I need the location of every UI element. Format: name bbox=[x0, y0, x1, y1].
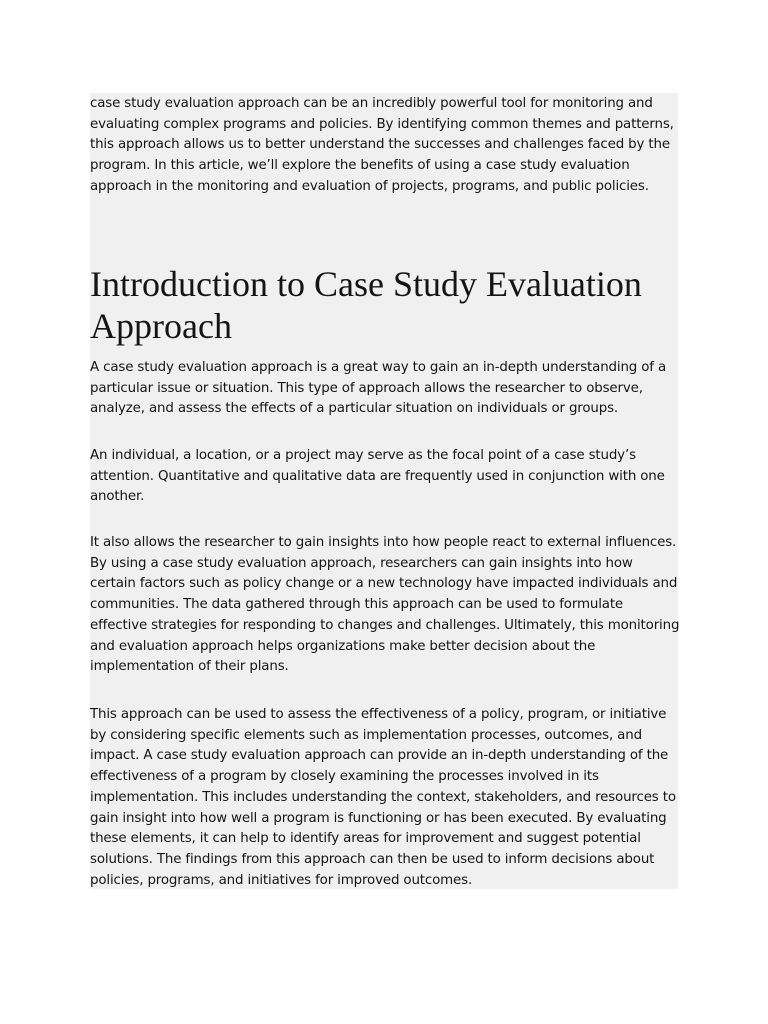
body-paragraph-1: A case study evaluation approach is a great way to gain an in-depth understanding of a particular issue or situation. This type of approach allows the researcher to observe, analyze, and assess the effects of a particular situation on individuals or groups. bbox=[90, 360, 667, 417]
body-paragraph-2: An individual, a location, or a project may serve as the focal point of a case study’s attention. Quantitative and qualitative data are frequently used in conjunction with one another. bbox=[90, 448, 665, 505]
body-paragraph-4: This approach can be used to assess the effectiveness of a policy, program, or initiative by considering specific elements such as implementation processes, outcomes, and impact. A case study evaluation approach can provide an in-depth understanding of the effectiveness of a program by closely examining the processes involved in its implementation. This includes understanding the context, stakeholders, and resources to gain insight into how well a program is functioning or has been executed. By evaluating these elements, it can help to identify areas for improvement and suggest potential solutions. The findings from this approach can then be used to inform decisions about policies, programs, and initiatives for improved outcomes. bbox=[90, 707, 676, 888]
body-paragraph-3: It also allows the researcher to gain insights into how people react to external influences. By using a case study evaluation approach, researchers can gain insights into how certain factors such as policy change or a new technology have impacted individuals and communities. The data gathered through this approach can be used to formulate effective strategies for responding to changes and challenges. Ultimately, this monitoring and evaluation approach helps organizations make better decision about the implementation of their plans. bbox=[90, 535, 680, 675]
section-heading: Introduction to Case Study Evaluation Approach bbox=[90, 264, 642, 346]
intro-paragraph: case study evaluation approach can be an incredibly powerful tool for monitoring and evaluating complex programs and policies. By identifying common themes and patterns, this approach allows us to better understand the successes and challenges faced by the program. In this article, we’ll explore the benefits of using a case study evaluation approach in the monitoring and evaluation of projects, programs, and public policies. bbox=[90, 96, 674, 194]
article-content bbox=[90, 93, 678, 889]
